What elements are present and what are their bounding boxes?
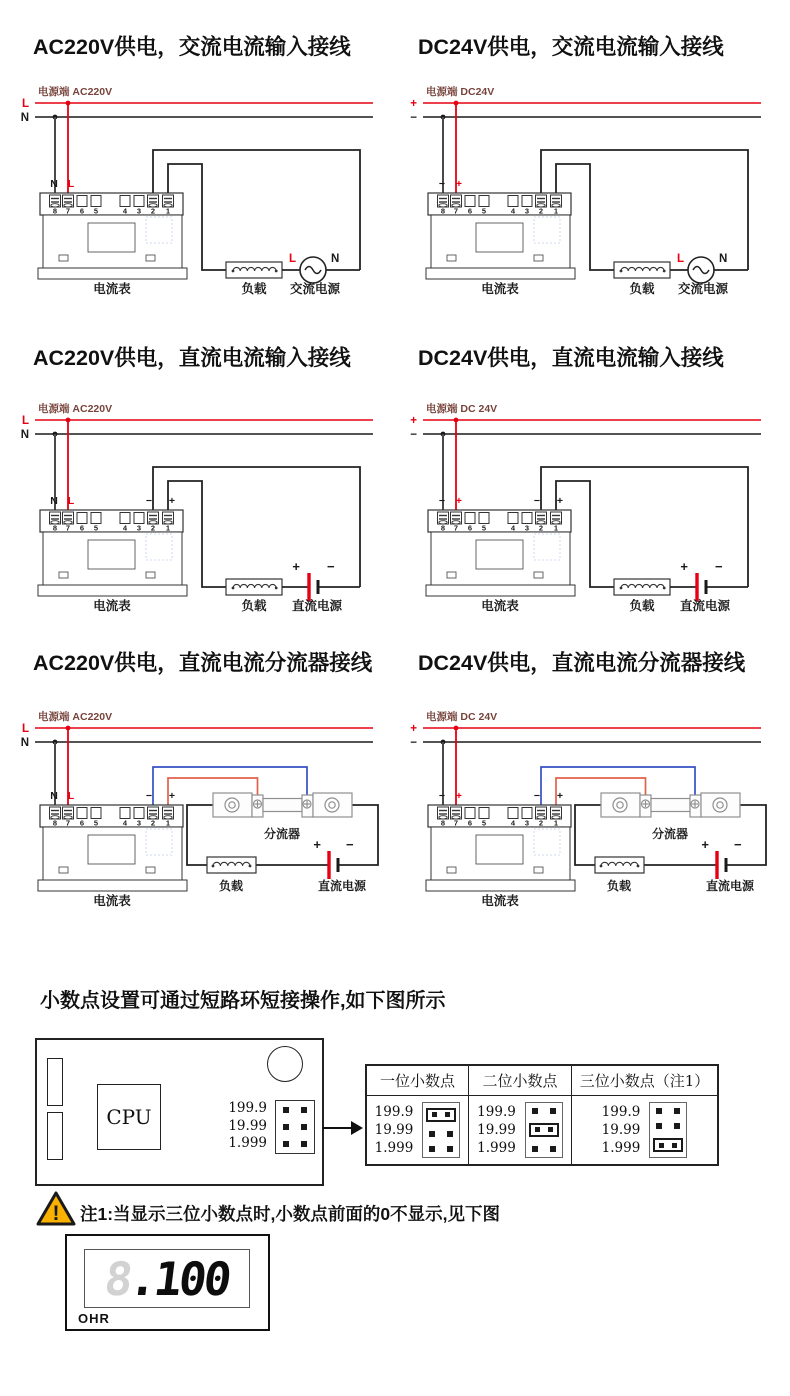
terminal-number: 1 (165, 523, 171, 533)
measure-circuit-wires (150, 150, 360, 270)
terminal-number: 4 (122, 818, 128, 828)
battery-minus-label: − (715, 559, 723, 574)
mains-bottom-label: N (20, 429, 29, 441)
terminal-number: 6 (79, 206, 85, 216)
power-terminal-label: 电源端 DC24V (426, 86, 495, 98)
range-19-99: 19.99 (228, 1117, 267, 1134)
lead-dot (663, 587, 666, 590)
terminal2-label: − (145, 495, 153, 507)
terminal1-label: + (168, 495, 176, 507)
terminal-number: 2 (538, 818, 544, 828)
jumper-cap (529, 1123, 559, 1137)
power-terminal-label: 电源端 AC220V (38, 86, 113, 98)
meter-base (38, 585, 187, 596)
source-neutral-label: N (719, 253, 728, 265)
terminal-number: 1 (553, 206, 559, 216)
mains-top-label: L (21, 723, 29, 735)
display-value: .100 (126, 1251, 233, 1306)
terminal-slot (508, 808, 518, 819)
seven-segment-digits (101, 1251, 233, 1306)
mounting-hole (267, 1046, 303, 1082)
load (226, 579, 282, 595)
mount-clip (534, 867, 543, 873)
battery-plus-label: + (313, 837, 321, 852)
mount-clip (447, 867, 456, 873)
lead-dot (232, 270, 235, 273)
shunt (601, 793, 740, 817)
display-window (476, 540, 523, 569)
terminal-slot (91, 513, 101, 524)
power-terminal-label: 电源端 DC 24V (426, 711, 498, 723)
range-1-999: 1.999 (228, 1135, 267, 1151)
terminal2-label: − (533, 495, 541, 507)
terminal1-label: + (168, 790, 176, 802)
terminal-slot (91, 196, 101, 207)
meter-base (38, 268, 187, 279)
terminal-number: 3 (136, 206, 142, 216)
mains-bottom-label: − (410, 429, 417, 441)
terminal-number: 7 (65, 818, 71, 828)
column-header: 三位小数点（注1） (572, 1066, 717, 1096)
wiring-diagram-dc24v-dc-input (403, 395, 775, 647)
column-header: 一位小数点 (367, 1066, 468, 1096)
pcb-slot (47, 1112, 63, 1160)
display-window (88, 540, 135, 569)
display-screen (84, 1249, 250, 1308)
load-label: 负载 (629, 282, 655, 296)
terminal-slot (479, 513, 489, 524)
lead-dot (249, 865, 252, 868)
wiring-diagram-dc24v-ac-input (403, 78, 775, 330)
pin-row (283, 1124, 307, 1130)
terminal-number: 5 (481, 206, 487, 216)
mount-clip (59, 255, 68, 261)
terminal-slot (120, 513, 130, 524)
terminal-slot (77, 513, 87, 524)
terminal7-label: L (67, 790, 75, 802)
terminal7-label: L (67, 178, 75, 190)
terminal-number: 7 (453, 818, 459, 828)
shunt (213, 793, 352, 817)
current-meter (426, 193, 575, 279)
terminal-number: 5 (93, 523, 99, 533)
terminal-number: 6 (79, 818, 85, 828)
mains-top-label: L (21, 415, 29, 427)
lead-dot (275, 587, 278, 590)
load (614, 579, 670, 595)
current-meter (38, 510, 187, 596)
display-window (476, 223, 523, 252)
source-label: 直流电源 (291, 599, 343, 613)
meter-base (38, 880, 187, 891)
terminal2-label: − (145, 790, 153, 802)
terminal-number: 7 (65, 523, 71, 533)
mains-bottom-label: − (410, 112, 417, 124)
brand-logo: OHR (78, 1311, 110, 1326)
terminal-number: 3 (136, 818, 142, 828)
terminal-number: 6 (467, 523, 473, 533)
range-199-9: 199.9 (228, 1100, 267, 1116)
terminal-slot (522, 808, 532, 819)
power-terminal-label: 电源端 DC 24V (426, 403, 498, 415)
terminal-number: 8 (440, 206, 446, 216)
bolt-hole-inner (617, 802, 623, 808)
warning-exclamation: ! (52, 1202, 60, 1225)
meter-label: 电流表 (93, 894, 131, 908)
terminal-number: 3 (136, 523, 142, 533)
terminal-number: 5 (481, 523, 487, 533)
meter-label: 电流表 (93, 599, 131, 613)
terminal-number: 4 (510, 818, 516, 828)
mains-top-label: + (410, 98, 417, 110)
shunt-bar (263, 799, 302, 812)
terminal-number: 4 (122, 523, 128, 533)
mount-clip (447, 572, 456, 578)
pin-row (656, 1123, 680, 1129)
power-terminal-label: 电源端 AC220V (38, 403, 113, 415)
column-header: 二位小数点 (469, 1066, 571, 1096)
battery-plus-label: + (680, 559, 688, 574)
current-meter (426, 510, 575, 596)
terminal-strip (428, 193, 571, 215)
battery-plus-label: + (701, 837, 709, 852)
terminal-number: 6 (467, 818, 473, 828)
lead-dot (275, 270, 278, 273)
terminal-number: 3 (524, 206, 530, 216)
bolt-hole-inner (717, 802, 723, 808)
pin-row (532, 1146, 556, 1152)
terminal-number: 5 (481, 818, 487, 828)
terminal8-label: N (50, 790, 58, 802)
jumper-pin-block (525, 1102, 563, 1158)
lead-dot (663, 270, 666, 273)
wiring-diagram-ac220v-shunt (15, 700, 387, 952)
terminal-number: 6 (467, 206, 473, 216)
lead-dot (600, 865, 603, 868)
meter-label: 电流表 (481, 894, 519, 908)
terminal-number: 4 (510, 523, 516, 533)
terminal-slot (465, 513, 475, 524)
mount-clip (447, 255, 456, 261)
meter-label: 电流表 (481, 599, 519, 613)
meter-label: 电流表 (481, 282, 519, 296)
load-label: 负载 (629, 599, 655, 613)
terminal-slot (465, 808, 475, 819)
terminal-slot (120, 196, 130, 207)
display-window (88, 835, 135, 864)
terminal7-label: + (455, 495, 463, 507)
source-live-label: L (676, 253, 684, 265)
source-label: 直流电源 (317, 879, 367, 893)
measure-circuit-wires (538, 150, 748, 270)
mount-clip (534, 255, 543, 261)
source-live-label: L (288, 253, 296, 265)
terminal7-label: + (455, 790, 463, 802)
terminal-slot (522, 196, 532, 207)
terminal8-label: − (438, 495, 446, 507)
terminal-number: 2 (150, 206, 156, 216)
terminal-number: 2 (150, 818, 156, 828)
table-column-two-decimal (468, 1066, 571, 1164)
pcb-slot (47, 1058, 63, 1106)
shunt-label: 分流器 (263, 827, 301, 841)
terminal-slot (77, 196, 87, 207)
jumper-pin-block (422, 1102, 460, 1158)
diagram-title-dc24v-dc-input: DC24V供电，直流电流输入接线 (418, 346, 724, 370)
terminal-number: 7 (65, 206, 71, 216)
wiring-diagram-ac220v-ac-input (15, 78, 387, 330)
pin-row (283, 1107, 307, 1113)
terminal-slot (134, 808, 144, 819)
power-terminal-label: 电源端 AC220V (38, 711, 113, 723)
dc-source (670, 573, 748, 601)
terminal-slot (120, 808, 130, 819)
load-label: 负载 (241, 599, 267, 613)
bolt-hole-inner (329, 802, 335, 808)
terminal-strip (428, 510, 571, 532)
meter-label: 电流表 (93, 282, 131, 296)
mount-clip (146, 867, 155, 873)
terminal-number: 2 (150, 523, 156, 533)
mount-clip (59, 572, 68, 578)
load-label: 负载 (241, 282, 267, 296)
dc-source (329, 851, 338, 879)
mount-clip (534, 572, 543, 578)
terminal-slot (508, 513, 518, 524)
mains-top-label: + (410, 415, 417, 427)
terminal-number: 7 (453, 523, 459, 533)
terminal7-label: + (455, 178, 463, 190)
terminal-slot (134, 513, 144, 524)
terminal-number: 5 (93, 206, 99, 216)
mount-clip (146, 255, 155, 261)
terminal-number: 1 (553, 818, 559, 828)
terminal-strip (428, 805, 571, 827)
mains-bottom-label: − (410, 737, 417, 749)
terminal-slot (91, 808, 101, 819)
terminal-number: 8 (52, 523, 58, 533)
mount-clip (146, 572, 155, 578)
pin-row (283, 1141, 307, 1147)
terminal-number: 2 (538, 523, 544, 533)
wiring-diagram-dc24v-shunt (403, 700, 775, 952)
table-column-three-decimal (571, 1066, 717, 1164)
terminal-number: 1 (165, 206, 171, 216)
battery-minus-label: − (346, 837, 354, 852)
table-column-one-decimal (367, 1066, 468, 1164)
jumper-cap (653, 1138, 683, 1152)
wiring-diagram-ac220v-dc-input (15, 395, 387, 647)
load-label: 负载 (606, 879, 632, 893)
terminal-number: 8 (52, 818, 58, 828)
cpu-chip: CPU (97, 1084, 161, 1150)
load (207, 857, 256, 873)
jumper-range-values (187, 1100, 267, 1153)
source-neutral-label: N (331, 253, 340, 265)
shunt-label: 分流器 (651, 827, 689, 841)
meter-base (426, 268, 575, 279)
display-window (88, 223, 135, 252)
shunt-bar (651, 799, 690, 812)
bolt-hole-inner (229, 802, 235, 808)
terminal-strip (40, 193, 183, 215)
lead-dot (212, 865, 215, 868)
mains-top-label: L (21, 98, 29, 110)
current-meter (38, 805, 187, 891)
terminal8-label: − (438, 178, 446, 190)
dc-source (717, 851, 726, 879)
load-box (595, 857, 644, 873)
diagram-title-ac220v-ac-input: AC220V供电，交流电流输入接线 (33, 35, 351, 59)
terminal-number: 5 (93, 818, 99, 828)
source-label: 交流电源 (289, 282, 341, 296)
terminal2-label: − (533, 790, 541, 802)
warning-icon (35, 1190, 77, 1228)
note-text: 注1:当显示三位小数点时,小数点前面的0不显示,见下图 (80, 1204, 501, 1224)
dc-source (282, 573, 360, 601)
terminal-slot (479, 196, 489, 207)
load-box (207, 857, 256, 873)
display-window (476, 835, 523, 864)
terminal-number: 3 (524, 523, 530, 533)
lead-dot (232, 587, 235, 590)
terminal-slot (134, 196, 144, 207)
mains-top-label: + (410, 723, 417, 735)
terminal-number: 1 (165, 818, 171, 828)
terminal-number: 3 (524, 818, 530, 828)
load (595, 857, 644, 873)
terminal-strip (40, 510, 183, 532)
terminal1-label: + (556, 495, 564, 507)
range-values: 199.9 19.99 1.999 (477, 1104, 516, 1156)
terminal7-label: L (67, 495, 75, 507)
arrow-head-icon (351, 1121, 363, 1135)
range-values: 199.9 19.99 1.999 (374, 1104, 414, 1156)
diagram-title-dc24v-ac-input: DC24V供电，交流电流输入接线 (418, 35, 724, 59)
terminal-slot (479, 808, 489, 819)
terminal-number: 4 (122, 206, 128, 216)
mount-clip (59, 867, 68, 873)
terminal-number: 2 (538, 206, 544, 216)
diagram-title-ac220v-shunt: AC220V供电，直流电流分流器接线 (33, 651, 373, 675)
terminal1-label: + (556, 790, 564, 802)
pin-row (429, 1131, 453, 1137)
pcb-board (35, 1038, 324, 1186)
source-label: 直流电源 (679, 599, 731, 613)
battery-minus-label: − (327, 559, 335, 574)
load (226, 262, 282, 278)
diagram-title-dc24v-shunt: DC24V供电，直流电流分流器接线 (418, 651, 746, 675)
terminal-slot (77, 808, 87, 819)
terminal-slot (522, 513, 532, 524)
source-label: 交流电源 (677, 282, 729, 296)
source-label: 直流电源 (705, 879, 755, 893)
pin-row (532, 1108, 556, 1114)
terminal-number: 7 (453, 206, 459, 216)
current-meter (38, 193, 187, 279)
mains-bottom-label: N (20, 112, 29, 124)
battery-plus-label: + (292, 559, 300, 574)
decimal-point-table (365, 1064, 719, 1166)
terminal-number: 8 (52, 206, 58, 216)
terminal-number: 4 (510, 206, 516, 216)
meter-display-example (65, 1234, 270, 1331)
terminal8-label: N (50, 178, 58, 190)
lead-dot (620, 587, 623, 590)
load-label: 负载 (218, 879, 244, 893)
terminal-slot (465, 196, 475, 207)
mains-bottom-label: N (20, 737, 29, 749)
load (614, 262, 670, 278)
range-values: 199.9 19.99 1.999 (601, 1104, 641, 1156)
terminal-number: 1 (553, 523, 559, 533)
jumper-pin-block (275, 1100, 315, 1154)
terminal-number: 8 (440, 818, 446, 828)
meter-base (426, 880, 575, 891)
terminal-number: 8 (440, 523, 446, 533)
lead-dot (637, 865, 640, 868)
terminal8-label: N (50, 495, 58, 507)
battery-minus-label: − (734, 837, 742, 852)
jumper-pin-block (649, 1102, 687, 1158)
pin-row (656, 1108, 680, 1114)
meter-base (426, 585, 575, 596)
lead-dot (620, 270, 623, 273)
jumper-cap (426, 1108, 456, 1122)
current-meter (426, 805, 575, 891)
decimal-section-title: 小数点设置可通过短路环短接操作,如下图所示 (40, 990, 446, 1012)
terminal-strip (40, 805, 183, 827)
ghost-digit: 8 (101, 1251, 134, 1306)
arrow-line (322, 1127, 352, 1129)
terminal-slot (508, 196, 518, 207)
pin-row (429, 1146, 453, 1152)
terminal8-label: − (438, 790, 446, 802)
terminal-number: 6 (79, 523, 85, 533)
diagram-title-ac220v-dc-input: AC220V供电，直流电流输入接线 (33, 346, 351, 370)
